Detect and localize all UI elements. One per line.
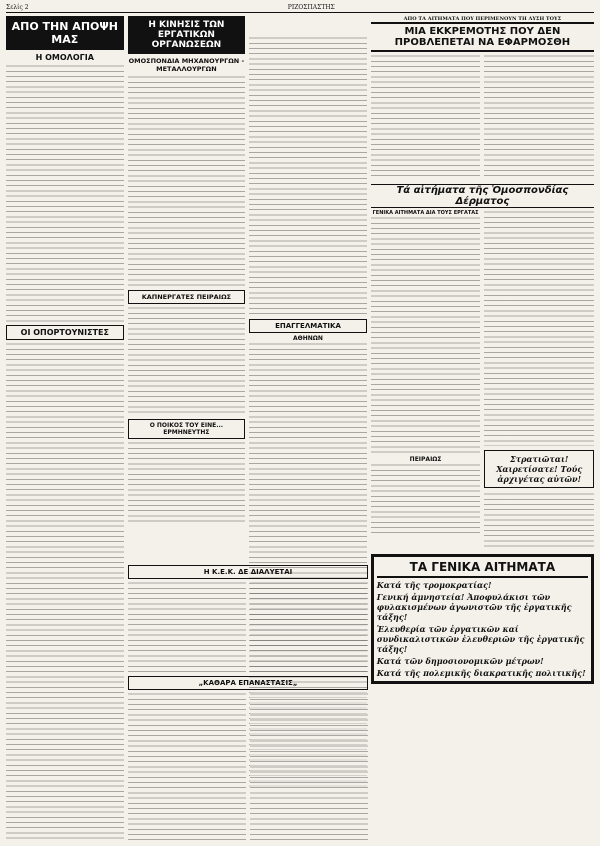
- main-title: ΜΙΑ ΕΚΚΡΕΜΟΤΗΣ ΠΟΥ ΔΕΝ ΠΡΟΒΛΕΠΕΤΑΙ ΝΑ ΕΦΑΡΜΟΣΘΗ: [371, 22, 594, 52]
- soldiers-callout: Στρατιῶται! Χαιρετίσατε! Τούς ἀρχιγέτας αὐτῶν!: [484, 450, 594, 488]
- box-line: Κατά τῶν δημοσιονομικῶν μέτρων!: [376, 656, 544, 666]
- column-2-banner: Η ΚΙΝΗΣΙΣ ΤΩΝ ΕΡΓΑΤΙΚΩΝ ΟΡΓΑΝΩΣΕΩΝ: [128, 16, 246, 54]
- article-body: [371, 216, 481, 456]
- article-body: [249, 36, 367, 316]
- page-number: Σελίς 2: [6, 4, 29, 11]
- heading-federation: ΟΜΟΣΠΟΝΔΙΑ ΜΗΧΑΝΟΥΡΓΩΝ - ΜΕΤΑΛΛΟΥΡΓΩΝ: [128, 57, 245, 73]
- column-1-banner: ΑΠΟ ΤΗΝ ΑΠΟΨΗ ΜΑΣ: [6, 16, 124, 50]
- box-line: Κατά τῆς πολεμικῆς διακρατικῆς πολιτικῆς!: [376, 668, 586, 678]
- subheading-piraeus: ΠΕΙΡΑΙΩΣ: [409, 456, 442, 463]
- page-header: [6, 4, 594, 13]
- article-body: [6, 64, 124, 322]
- masthead: ΡΙΖΟΣΠΑΣΤΗΣ: [287, 4, 335, 11]
- heading-kek: Η Κ.Ε.Κ. ΔΕ ΔΙΑΛΥΕΤΑΙ: [128, 565, 368, 579]
- heading-professional: ΕΠΑΓΓΕΛΜΑΤΙΚΑ: [249, 319, 367, 333]
- column-4: [371, 16, 594, 840]
- box-line: Γενική ἀμνηστεία! Ἀποφυλάκισι τῶν φυλακισμένων ἀγωνιστῶν τῆς ἐργατικῆς τάξης!: [376, 592, 572, 622]
- box-title: ΤΑ ΓΕΝΙΚΑ ΑΙΤΗΜΑΤΑ: [377, 560, 588, 578]
- heading-interpreter: Ο ΠΟΙΚΟΣ ΤΟΥ ΕΙΝΕ... ΕΡΜΗΝΕΥΤΗΣ: [128, 419, 246, 439]
- column-1: [6, 16, 124, 840]
- article-body: [484, 210, 594, 446]
- article-body: [128, 75, 246, 287]
- box-line: Ἐλευθερία τῶν ἐργατικῶν καί συνδικαλιστικῶν ἐλευθεριῶν τῆς ἐργατικῆς τάξης!: [376, 624, 585, 654]
- heading-pure-revolution: „ΚΑΘΑΡΑ ΕΠΑΝΑΣΤΑΣΙΣ„: [128, 676, 368, 690]
- bottom-section: [128, 562, 368, 842]
- heading-opportunists: ΟΙ ΟΠΟΡΤΟΥΝΙΣΤΕΣ: [6, 325, 124, 340]
- article-body: [128, 441, 246, 525]
- general-demands-box: [371, 554, 594, 684]
- article-body: [250, 692, 368, 842]
- article-body: [484, 492, 594, 550]
- article-body: [6, 342, 124, 840]
- article-body: [484, 54, 594, 180]
- subheading-athens: ΑΘΗΝΩΝ: [293, 335, 323, 342]
- article-body: [128, 692, 246, 842]
- article-body: [128, 581, 246, 673]
- box-line: Κατά τῆς τρομοκρατίας!: [376, 580, 492, 590]
- article-body: [371, 54, 481, 180]
- kicker: ΑΠΟ ΤΑ ΑΙΤΗΜΑΤΑ ΠΟΥ ΠΕΡΙΜΕΝΟΥΝ ΤΗ ΛΥΣΗ ΤΟΥΣ: [403, 16, 562, 22]
- article-body: [371, 463, 481, 537]
- heading-omologia: Η ΟΜΟΛΟΓΙΑ: [35, 53, 94, 62]
- section-leather: Τά αἰτήματα τῆς Ὁμοσπονδίας Δέρματος: [371, 184, 594, 208]
- subheading-general: ΓΕΝΙΚΑ ΑΙΤΗΜΑΤΑ ΔΙΑ ΤΟΥΣ ΕΡΓΑΤΑΣ: [372, 210, 479, 216]
- article-body: [250, 581, 368, 673]
- article-body: [128, 306, 246, 416]
- heading-tobacco-workers: ΚΑΠΝΕΡΓΑΤΕΣ ΠΕΙΡΑΙΩΣ: [128, 290, 246, 304]
